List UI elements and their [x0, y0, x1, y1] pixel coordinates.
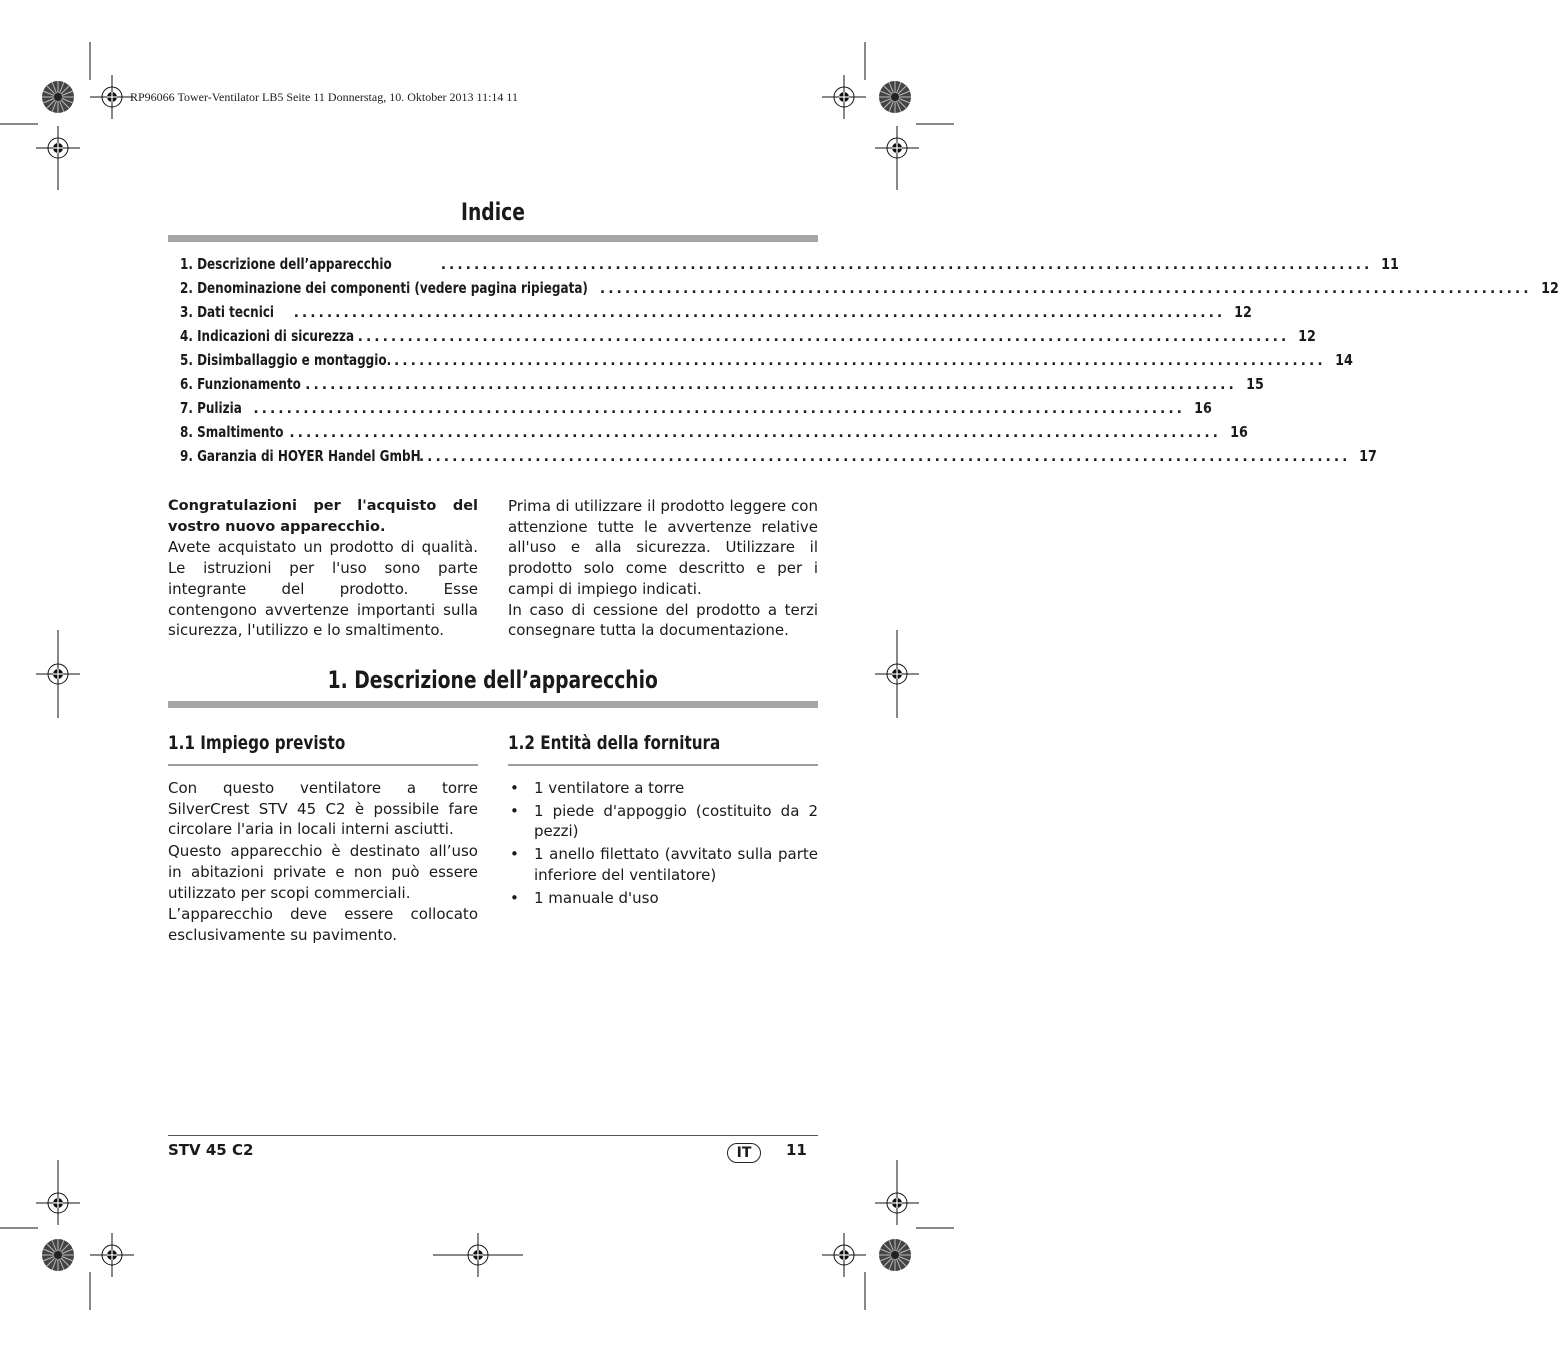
toc-entry-title: 3. Dati tecnici: [180, 303, 275, 321]
fornitura-list: [508, 778, 818, 908]
toc-entry-page: 16: [1230, 423, 1248, 441]
intro-heading: Congratulazioni per l'acquisto del vostro nuovo apparecchio.: [168, 498, 478, 535]
toc-leader: ................................................................................................................: [253, 401, 1185, 417]
toc-entry[interactable]: [180, 303, 1253, 327]
subsection-rule: [168, 764, 478, 766]
list-item: • 1 piede d'appoggio (costituito da 2 pezzi): [510, 801, 818, 841]
toc-entry-title: 6. Funzionamento: [180, 375, 301, 393]
toc-leader: ................................................................................................................: [357, 329, 1290, 345]
footer-model: STV 45 C2: [168, 1141, 254, 1159]
bullet-icon: •: [510, 888, 519, 907]
print-header: RP96066 Tower-Ventilator LB5 Seite 11 Donnerstag, 10. Oktober 2013 11:14 11: [130, 90, 518, 104]
registration-mark-icon: [822, 75, 866, 119]
bullet-icon: •: [510, 845, 519, 864]
toc-entry[interactable]: [180, 399, 1212, 423]
list-item: • 1 manuale d'uso: [510, 888, 659, 907]
bullet-icon: •: [510, 801, 519, 820]
color-wheel-icon: [42, 81, 74, 113]
toc-entry-title: 5. Disimballaggio e montaggio.: [180, 351, 392, 369]
subsection-title-impiego: 1.1 Impiego previsto: [168, 732, 346, 754]
toc-entry-title: 9. Garanzia di HOYER Handel GmbH: [180, 447, 421, 465]
section-title: 1. Descrizione dell’apparecchio: [327, 666, 659, 694]
toc-leader: ................................................................................................................: [305, 377, 1237, 393]
subsection-title-fornitura: 1.2 Entità della fornitura: [508, 732, 721, 754]
toc-entry-title: 7. Pulizia: [180, 399, 242, 417]
toc-leader: ................................................................................................................: [289, 425, 1221, 441]
registration-mark-icon: [875, 652, 919, 696]
toc-leader: ................................................................................................................: [418, 449, 1351, 465]
toc-entry[interactable]: [180, 447, 1378, 471]
registration-mark-icon: [36, 126, 80, 170]
toc-entry-page: 17: [1359, 447, 1378, 465]
toc-entry[interactable]: [180, 351, 1353, 375]
toc-entry[interactable]: [180, 423, 1248, 447]
impiego-paragraph: L’apparecchio deve essere collocato esclusivamente su pavimento.: [168, 905, 478, 944]
toc-entry-title: 2. Denominazione dei componenti (vedere pagina ripiegata): [180, 279, 588, 297]
fornitura-list-wrapper: [508, 778, 818, 910]
toc-entry-page: 14: [1334, 351, 1353, 369]
toc-entry-page: 16: [1194, 399, 1212, 417]
footer-rule: [168, 1135, 818, 1136]
intro-right-column: [508, 496, 818, 641]
toc-rule: [168, 235, 818, 242]
toc-entry[interactable]: [180, 255, 1400, 279]
impiego-text: [168, 778, 478, 946]
toc-title: Indice: [461, 198, 525, 226]
section-rule: [168, 701, 818, 708]
toc-entry-page: 12: [1298, 327, 1317, 345]
color-wheel-icon: [42, 1239, 74, 1271]
toc-leader: ................................................................................................................: [393, 353, 1326, 369]
subsection-rule: [508, 764, 818, 766]
toc-entry[interactable]: [180, 375, 1264, 399]
toc-entry-title: 1. Descrizione dell’apparecchio: [180, 255, 392, 273]
toc-entry[interactable]: [180, 279, 1558, 303]
registration-mark-icon: [875, 1181, 919, 1225]
toc-entry-title: 8. Smaltimento: [180, 423, 284, 441]
list-item: • 1 anello filettato (avvitato sulla parte inferiore del ventilatore): [510, 845, 818, 884]
registration-mark-icon: [90, 75, 134, 119]
bullet-icon: •: [510, 779, 519, 797]
toc-leader: ................................................................................................................: [599, 281, 1532, 297]
color-wheel-icon: [879, 1239, 911, 1271]
intro-right-text-1: Prima di utilizzare il prodotto leggere con attenzione tutte le avvertenze relative all'uso e alla sicurezza. Utilizzare il prodotto solo come descritto e per i campi di impiego indicati.: [508, 497, 818, 598]
color-wheel-icon: [879, 81, 911, 113]
registration-mark-icon: [36, 1181, 80, 1225]
registration-mark-icon: [822, 1233, 866, 1277]
registration-mark-icon: [456, 1233, 500, 1277]
toc-leader: ................................................................................................................: [293, 305, 1226, 321]
list-item: • 1 ventilatore a torre: [510, 779, 685, 797]
intro-left-text: Avete acquistato un prodotto di qualità. Le istruzioni per l'uso sono parte integrante del prodotto. Esse contengono avvertenze importanti sulla sicurezza, l'utilizzo e lo smaltimento.: [168, 538, 478, 640]
toc-entry-page: 15: [1245, 375, 1264, 393]
toc-leader: ................................................................................................................: [440, 257, 1373, 273]
language-badge: IT: [727, 1143, 761, 1163]
toc-entry[interactable]: [180, 327, 1317, 351]
impiego-paragraph: Con questo ventilatore a torre SilverCrest STV 45 C2 è possibile fare circolare l'aria in locali interni asciutti.: [168, 779, 478, 839]
toc-entry-page: 12: [1540, 279, 1558, 297]
registration-mark-icon: [36, 652, 80, 696]
intro-left-column: [168, 496, 478, 641]
page-number: 11: [786, 1141, 807, 1159]
registration-mark-icon: [875, 126, 919, 170]
intro-right-text-2: In caso di cessione del prodotto a terzi consegnare tutta la documentazione.: [508, 600, 818, 640]
impiego-paragraph: Questo apparecchio è destinato all’uso in abitazioni private e non può essere utilizzato per scopi commerciali.: [168, 842, 478, 902]
toc-entry-page: 11: [1381, 255, 1400, 273]
toc-entry-title: 4. Indicazioni di sicurezza: [180, 327, 355, 345]
registration-mark-icon: [90, 1233, 134, 1277]
toc-entry-page: 12: [1234, 303, 1253, 321]
